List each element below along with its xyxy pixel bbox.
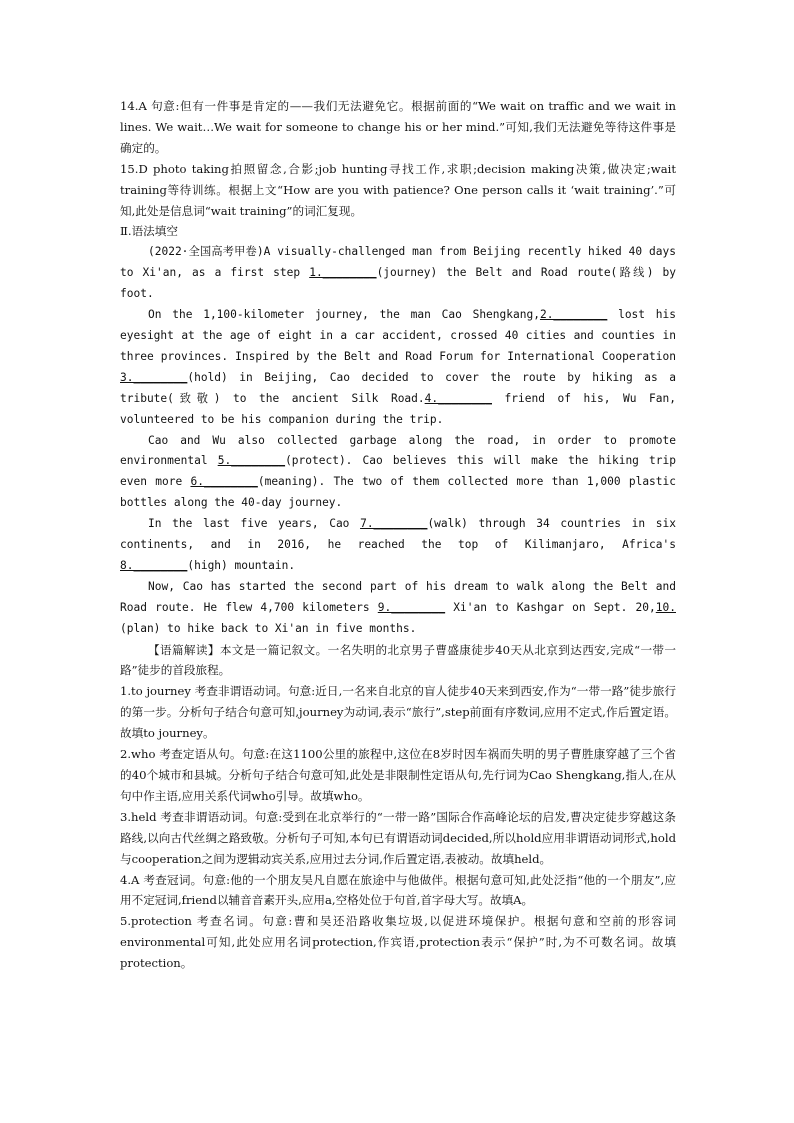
blank-8: 8.________ xyxy=(120,558,188,572)
passage-text: (walk) through 34 countries in six continents, and in 2016, he reached the top of Kilimanjaro, Africa's xyxy=(120,517,677,552)
answer-14: 14.A 句意:但有一件事是肯定的——我们无法避免它。根据前面的“We wait on traffic and we wait in lines. We wait…We wait for someone to change his or her mind.”可知,我们无法避免等待这件事是确定的。 xyxy=(120,99,676,155)
blank-5: 5.________ xyxy=(217,454,286,468)
passage-paragraph-1 xyxy=(120,242,676,305)
section-heading: Ⅱ.语法填空 xyxy=(120,224,178,239)
passage-text: On the 1,100-kilometer journey, the man Cao Shengkang, xyxy=(148,308,540,322)
passage-text: (plan) to hike back to Xi'an in five months. xyxy=(120,621,417,635)
passage-text: Now, Cao has started the second part of his dream to walk along the Belt and Road route. He flew 4,700 kilometers xyxy=(120,579,676,614)
passage-text: (2022·全国高考甲卷)A visually-challenged man from Beijing recently hiked 40 days to Xi'an, as a first step xyxy=(120,245,676,280)
passage-text: lost his eyesight at the age of eight in a car accident, crossed 40 cities and counties in three provinces. Inspired by the Belt and Road Forum for International Cooperation xyxy=(120,308,676,363)
answer-4: 4.A 考查冠词。句意:他的一个朋友吴凡自愿在旅途中与他做伴。根据句意可知,此处泛指“他的一个朋友”,应用不定冠词,friend以辅音音素开头,应用a,空格处位于句首,首字母大写。故填A。 xyxy=(120,872,676,908)
blank-1: 1.________ xyxy=(309,266,377,280)
passage-text: (high) mountain. xyxy=(187,558,296,572)
passage-paragraph-2 xyxy=(120,305,676,430)
passage-text: (hold) in Beijing, Cao decided to cover the route by hiking as a tribute(致敬) to the ancient Silk Road. xyxy=(120,370,676,405)
blank-4: 4.________ xyxy=(424,391,492,405)
passage-paragraph-5 xyxy=(120,577,676,640)
answer-2: 2.who 考查定语从句。句意:在这1100公里的旅程中,这位在8岁时因车祸而失明的男子曹胜康穿越了三个省的40个城市和县城。分析句子结合句意可知,此处是非限制性定语从句,先行词为Cao Shengkang,指人,在从句中作主语,应用关系代词who引导。故填who。 xyxy=(120,747,676,803)
blank-7: 7.________ xyxy=(360,517,428,531)
blank-3: 3.________ xyxy=(120,370,188,384)
blank-9: 9.________ xyxy=(377,600,446,614)
blank-2: 2.________ xyxy=(539,308,608,322)
answer-5: 5.protection 考查名词。句意:曹和吴还沿路收集垃圾,以促进环境保护。根据句意和空前的形容词environmental可知,此处应用名词protection,作宾语,protection表示“保护”时,为不可数名词。故填protection。 xyxy=(120,914,676,971)
passage-text: (meaning). The two of them collected more than 1,000 plastic bottles along the 40-day journey. xyxy=(120,475,676,510)
document-page xyxy=(120,96,676,974)
answer-1: 1.to journey 考查非谓语动词。句意:近日,一名来自北京的盲人徒步40天来到西安,作为“一带一路”徒步旅行的第一步。分析句子结合句意可知,journey为动词,表示“旅行”,step前面有序数词,应用不定式,作后置定语。故填to journey。 xyxy=(120,684,676,741)
passage-analysis: 【语篇解读】本文是一篇记叙文。一名失明的北京男子曹盛康徒步40天从北京到达西安,完成“一带一路”徒步的首段旅程。 xyxy=(120,642,676,678)
answer-3: 3.held 考查非谓语动词。句意:受到在北京举行的“一带一路”国际合作高峰论坛的启发,曹决定徒步穿越这条路线,以向古代丝绸之路致敬。分析句子可知,本句已有谓语动词decided,所以hold应用非谓语动词形式,hold与cooperation之间为逻辑动宾关系,应用过去分词,作后置定语,表被动。故填held。 xyxy=(120,809,676,866)
passage-text: friend of his, Wu Fan, volunteered to be his companion during the trip. xyxy=(120,391,676,426)
passage-text: Cao and Wu also collected garbage along the road, in order to promote environmental xyxy=(120,433,676,468)
passage-text: In the last five years, Cao xyxy=(148,517,361,531)
answer-15: 15.D photo taking拍照留念,合影;job hunting寻找工作,求职;decision making决策,做决定;wait training等待训练。根据上文“How are you with patience? One person calls it ‘wait training’.”可知,此处是信息词“wait training”的词汇复现。 xyxy=(120,161,676,218)
blank-6: 6.________ xyxy=(190,475,258,489)
passage-text: Xi'an to Kashgar on Sept. 20, xyxy=(445,600,656,614)
passage-paragraph-3 xyxy=(120,431,676,515)
blank-10: 10. xyxy=(655,600,676,614)
passage-paragraph-4 xyxy=(120,514,676,577)
passage-text: (journey) the Belt and Road route(路线) by foot. xyxy=(120,266,676,301)
passage-text: (protect). Cao believes this will make the hiking trip even more xyxy=(120,454,676,489)
